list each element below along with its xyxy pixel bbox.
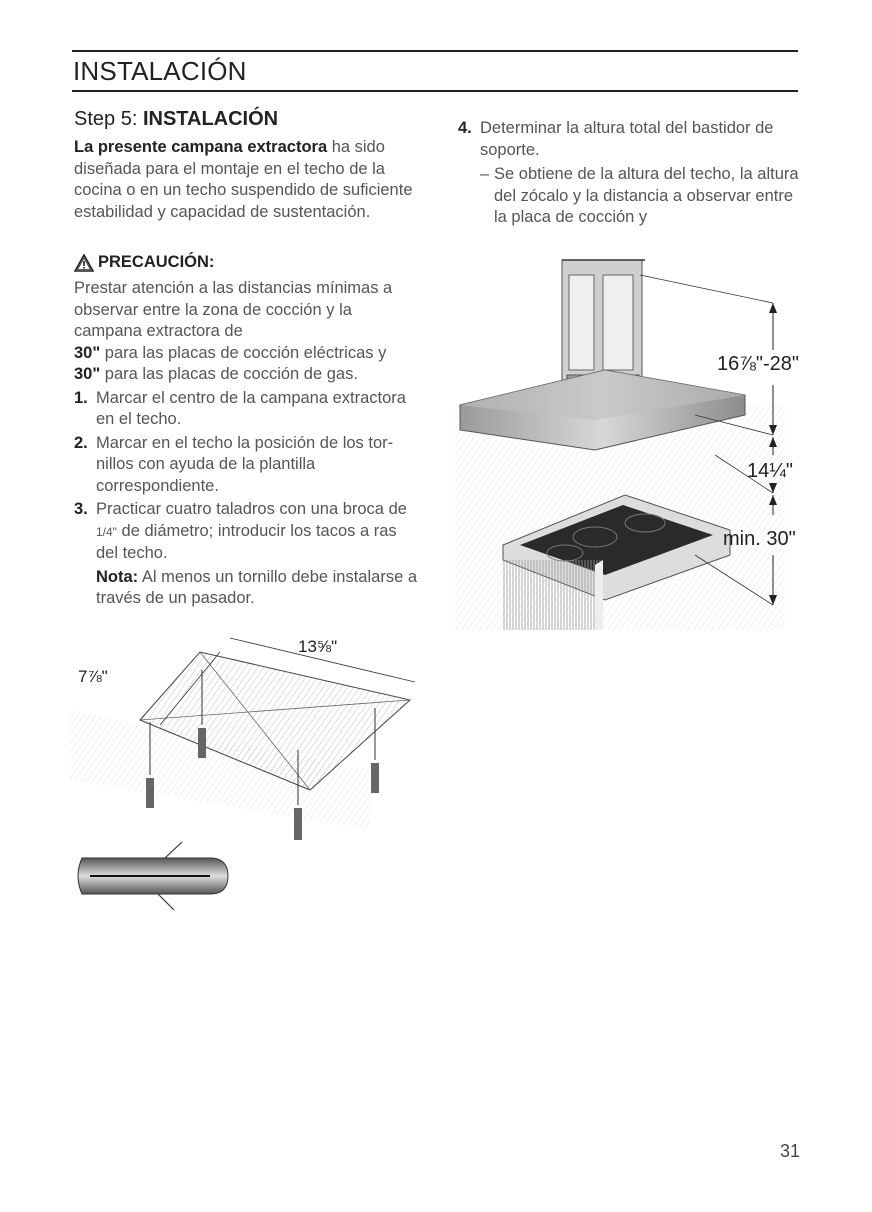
list-item [74,388,419,431]
intro-rest: ha sido diseñada para el montaje en el techo de la cocina o en un techo suspendido de suficiente estabilidad y capacidad de sustentación. [74,138,413,221]
dim-template-depth: 7⅞" [78,667,108,686]
steps-list [74,388,419,565]
caution-line3: para las placas de cocción de gas. [100,365,358,383]
list-item [74,433,419,498]
step-text-b: de diámetro; introducir los tacos a ras del techo. [96,521,397,562]
step-number: 3. [74,500,88,518]
step-text: Marcar en el techo la posición de los tornillos con ayuda de la plantilla correspondiente. [96,433,394,495]
step-title-text: INSTALACIÓN [142,108,279,130]
intro-paragraph [74,137,419,223]
caution-paragraph [74,278,419,386]
step-text: Marcar el centro de la campana extractora en el techo. [96,388,406,428]
list-item [74,499,419,565]
header-rule-top [72,50,798,52]
caution-value-electric: 30" [74,343,101,362]
caution-line2: para las placas de cocción eléctricas y [100,343,387,362]
sub-list-item [480,164,803,229]
steps-list-right [458,118,803,161]
caution-line1: Prestar atención a las distancias mínimas a observar entre la zona de cocción y la campana extractora de [74,279,393,340]
step-number: 1. [74,388,88,407]
step-title [74,108,419,131]
hood-clearance-figure [455,255,800,635]
header-rule-bottom [72,90,798,92]
wall-plug-figure [70,838,240,918]
caution-title: PRECAUCIÓN: [98,253,215,271]
note-text: Al menos un tornillo debe instalarse a través de un pasador. [96,567,418,607]
warning-triangle-icon [74,254,94,272]
step-number: 2. [74,433,88,452]
step-fraction: 1/4" [96,524,117,539]
note-paragraph [96,567,419,610]
page-number: 31 [780,1141,801,1161]
dash-bullet: – [480,165,490,183]
ceiling-template-figure [70,630,415,850]
right-column [458,116,803,229]
sub-item-text: Se obtiene de la altura del techo, la altura del zócalo y la distancia a observar entre la placa de cocción y [494,165,799,226]
step-text [96,499,419,565]
step-number: 4. [458,119,472,137]
dim-min-clearance: min. 30" [723,528,796,550]
note-label: Nota: [96,567,139,586]
list-item [458,118,803,161]
left-column [74,108,419,610]
step-prefix: Step 5: [74,108,143,130]
caution-heading [74,253,419,272]
step-text: Determinar la altura total del bastidor de soporte. [480,119,774,159]
dim-hood-height: 14¼" [747,460,794,482]
caution-value-gas: 30" [74,365,101,383]
intro-bold: La presente campana extractora [74,138,328,156]
step-text-a: Practicar cuatro taladros con una broca de [96,500,407,518]
dim-frame-height: 16⅞"-28" [717,353,800,375]
dim-template-width: 13⅝" [298,637,338,656]
page-header-title: INSTALACIÓN [73,56,247,86]
